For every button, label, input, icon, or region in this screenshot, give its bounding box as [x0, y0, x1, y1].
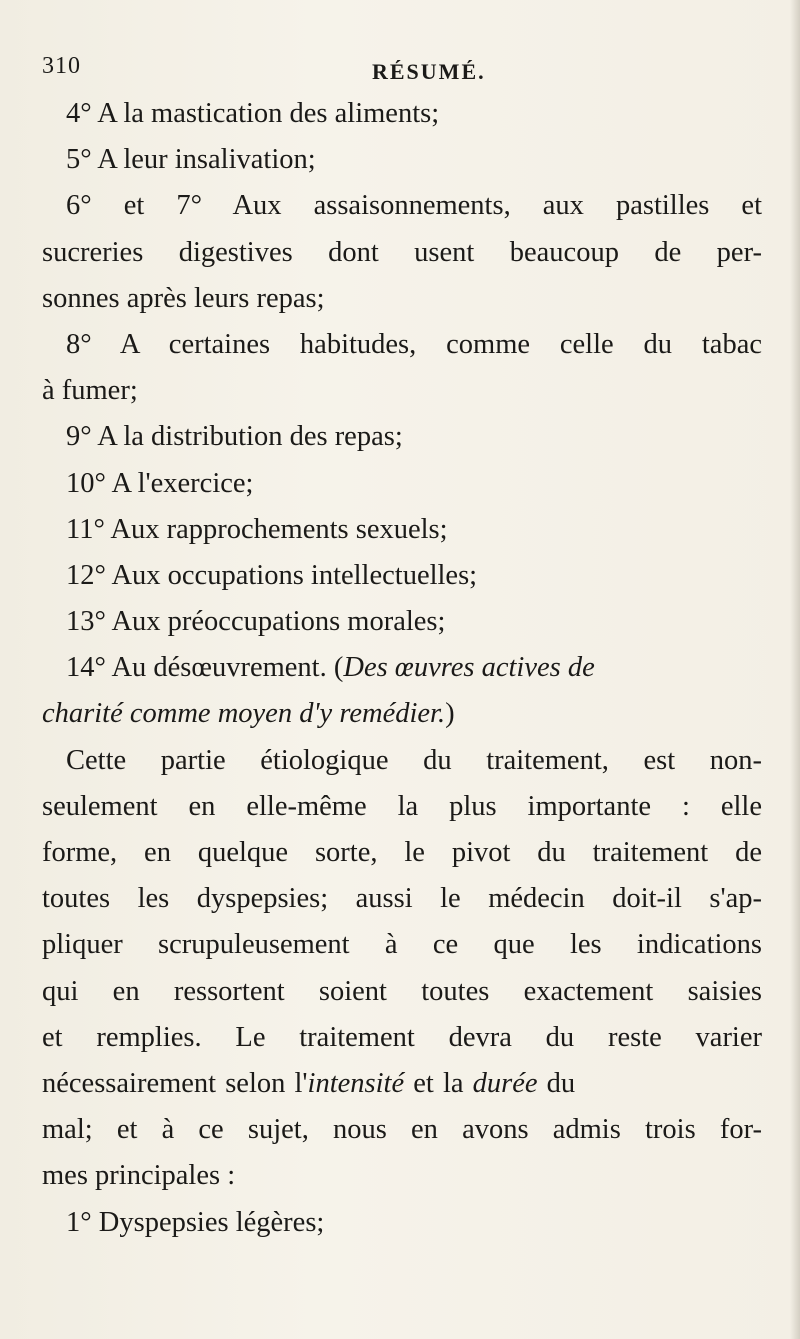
text-line: sucreries digestives dont usent beaucoup de per-: [42, 236, 762, 268]
text-span: ): [445, 698, 455, 730]
text-line: mal; et à ce sujet, nous en avons admis trois for-: [42, 1114, 762, 1146]
running-head: RÉSUMÉ.: [372, 59, 486, 84]
text-line: sonnes après leurs repas;: [42, 282, 325, 314]
text-line: et remplies. Le traitement devra du reste varier: [42, 1021, 762, 1053]
list-item: 12° Aux occupations intellectuelles;: [66, 559, 478, 591]
text-line: seulement en elle-même la plus importante : elle: [42, 790, 762, 822]
paragraph-line: Cette partie étiologique du traitement, est non-: [66, 744, 762, 776]
text-line: pliquer scrupuleusement à ce que les indications: [42, 929, 762, 961]
text-span: nécessairement selon l': [42, 1067, 308, 1099]
list-item: 9° A la distribution des repas;: [66, 421, 403, 453]
list-item: 4° A la mastication des aliments;: [66, 98, 440, 129]
text-line: forme, en quelque sorte, le pivot du traitement de: [42, 837, 762, 868]
list-item: 6° et 7° Aux assaisonnements, aux pastilles et: [66, 190, 762, 222]
list-item: 8° A certaines habitudes, comme celle du tabac: [66, 328, 762, 360]
text-span: du: [537, 1067, 576, 1099]
list-item: 13° Aux préoccupations morales;: [66, 606, 446, 638]
text-line: [42, 691, 762, 737]
page-header: [42, 47, 762, 87]
text-line: à fumer;: [42, 375, 138, 407]
list-item-with-italic: [42, 645, 762, 691]
text-line: qui en ressortent soient toutes exactement saisies: [42, 975, 762, 1007]
italic-text: charité comme moyen d'y remédier.: [42, 698, 446, 730]
page-number: 310: [42, 53, 81, 79]
body-text: [42, 91, 762, 1246]
italic-text: durée: [472, 1067, 538, 1099]
list-item: 10° A l'exercice;: [66, 467, 254, 499]
text-span: et la: [404, 1067, 473, 1099]
list-item: 11° Aux rapprochements sexuels;: [66, 513, 448, 545]
italic-text: intensité: [307, 1067, 405, 1099]
list-item: 5° A leur insalivation;: [66, 144, 316, 176]
text-line: toutes les dyspepsies; aussi le médecin doit-il s'ap-: [42, 883, 762, 915]
italic-text: Des œuvres actives de: [343, 652, 595, 684]
text-line: mes principales :: [42, 1160, 236, 1192]
text-span: 14° Au désœuvrement. (: [66, 652, 344, 684]
text-line-with-italics: [42, 1061, 762, 1107]
page-edge-shadow: [790, 0, 800, 1339]
list-item: 1° Dyspepsies légères;: [66, 1206, 325, 1238]
